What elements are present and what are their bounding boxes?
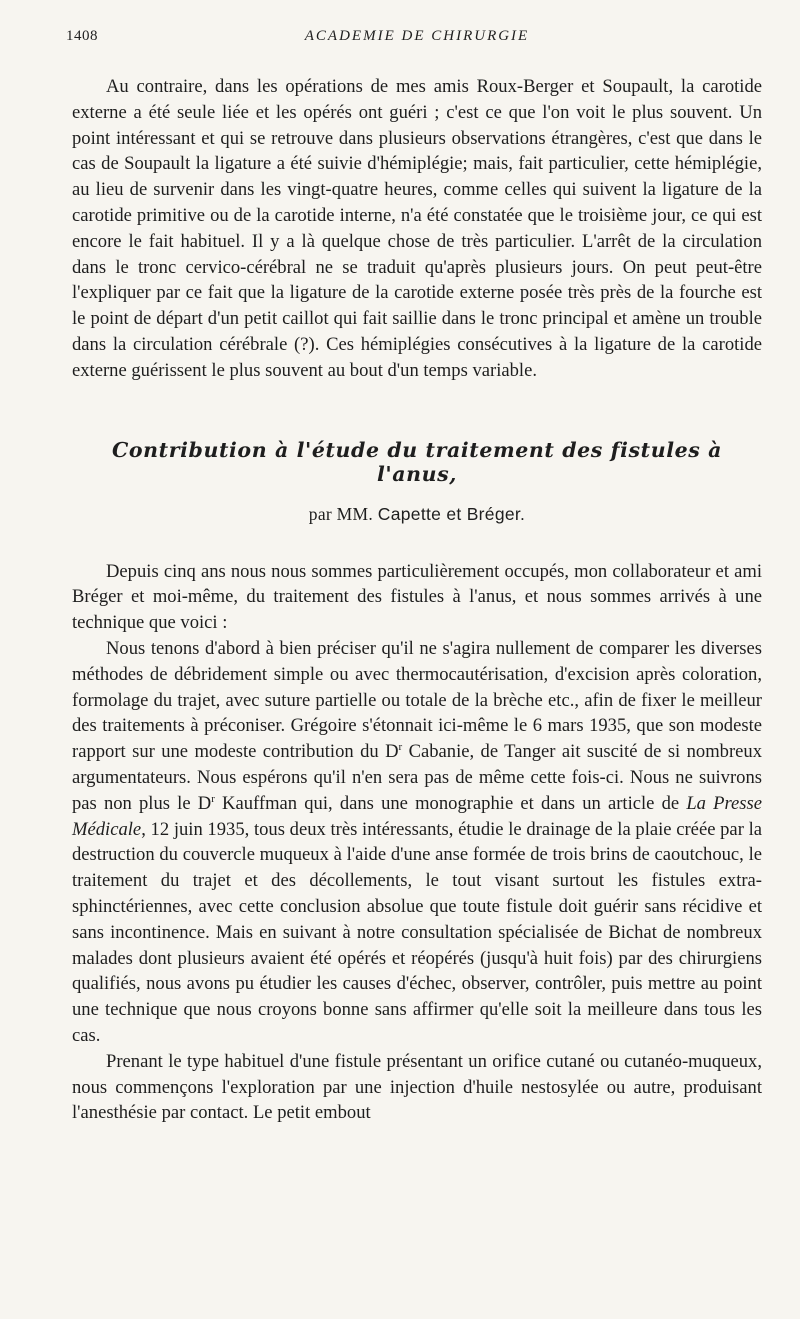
page-number: 1408 [66, 28, 98, 44]
doctor-abbrev-sup: r [211, 792, 215, 805]
journal-title: La Presse Médicale [72, 792, 762, 840]
article-byline [72, 504, 762, 525]
paragraph-methods [72, 636, 762, 1049]
paragraph-carotid-ligature: Au contraire, dans les opérations de mes amis Roux-Berger et Soupault, la carotide externe a été seule liée et les opérés ont guéri ; c'est ce que l'on voit le plus souvent. Un point intéressant et qui se retrouve dans plusieurs observations étrangères, c'est que dans le cas de Soupault la ligature a été suivie d'hémiplégie; mais, fait particulier, cette hémiplégie, au lieu de survenir dans les vingt-quatre heures, comme celles qui suivent la ligature de la carotide primitive ou de la carotide interne, n'a été constatée que le troisième jour, ce qui est encore le fait habituel. Il y a là quelque chose de très particulier. L'arrêt de la circulation dans le tronc cervico-cérébral ne se traduit qu'après plusieurs jours. On peut peut-être l'expliquer par ce fait que la ligature de la carotide externe posée très près de la fourche est le point de départ d'un petit caillot qui fait saillie dans le tronc principal et amène un trouble dans la circulation cérébrale (?). Ces hémiplégies consécutives à la ligature de la carotide externe guérissent le plus souvent au bout d'un temps variable. [72, 76, 762, 381]
paragraph-intro: Depuis cinq ans nous nous sommes particulièrement occupés, mon collaborateur et ami Bréger et moi-même, du traitement des fistules à l'anus, et nous sommes arrivés à une technique que voici : [72, 560, 762, 634]
paragraph-methods-part-d: , 12 juin 1935, tous deux très intéressants, étudie le drainage de la plaie créée par la destruction du couvercle muqueux à l'aide d'une anse formée de trois brins de caoutchouc, le traitement du trajet et des décollements, le tout visant surtout les fistules extra-sphinctériennes, avec cette conclusion absolue que toute fistule doit guérir sans récidive et sans incontinence. Mais en suivant à notre consultation spécialisée de Bichat de nombreux malades dont plusieurs avaient été opérés et réopérés (jusqu'à huit fois) par des chirurgiens qualifiés, nous avons pu étudier les causes d'échec, observer, contrôler, puis mettre au point une technique que nous croyons bonne sans affirmer qu'elle soit la meilleure dans tous les cas. [72, 818, 762, 1046]
running-head: ACADEMIE DE CHIRURGIE [304, 28, 530, 44]
paragraph-technique: Prenant le type habituel d'une fistule présentant un orifice cutané ou cutanéo-muqueux, nous commençons l'exploration par une injection d'huile nestosylée ou autre, produisant l'anesthésie par contact. Le petit embout [72, 1050, 762, 1124]
article-title: Contribution à l'étude du traitement des fistules à l'anus, [111, 437, 722, 486]
byline-authors: Capette et Bréger. [377, 503, 526, 524]
paragraph-methods-part-a: Nous tenons d'abord à bien préciser qu'il ne s'agira nullement de comparer les diverses méthodes de débridement simple ou avec thermocautérisation, d'excision après coloration, formolage du trajet, avec suture partielle ou totale de la brèche etc., afin de fixer le meilleur des traitements à préconiser. Grégoire s'étonnait ici-même le 6 mars 1935, que son modeste rapport sur une modeste contribution du D [72, 637, 762, 763]
page-header [66, 28, 762, 54]
paragraph-methods-part-c: Kauffman qui, dans une monographie et dans un article de [214, 792, 687, 814]
paragraph-methods-part-b: Cabanie, de Tanger ait suscité de si nombreux argumentateurs. Nous espérons qu'il n'en sera pas de même cette fois-ci. Nous ne suivrons pas non plus le D [72, 741, 763, 814]
byline-prefix: par MM. [308, 503, 374, 524]
doctor-abbrev-sup: r [398, 740, 403, 753]
